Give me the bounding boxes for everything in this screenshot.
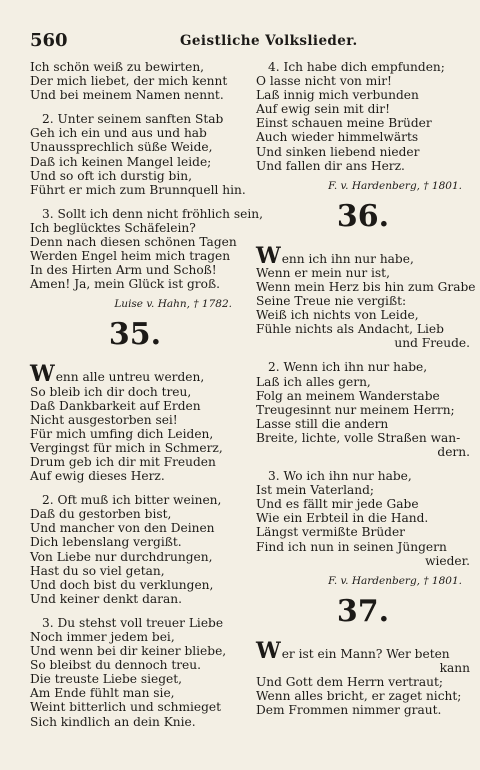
verse-line: Und bei meinem Namen nennt. <box>30 88 224 103</box>
verse-line: Und sinken liebend nieder <box>256 144 420 159</box>
hymn-36-stanza-3 <box>256 469 470 568</box>
continued-stanza <box>30 60 240 102</box>
verse-line: Amen! Ja, mein Glück ist groß. <box>30 277 220 292</box>
verse-line: Fühle nichts als Andacht, Lieb <box>256 322 444 337</box>
author-attribution: F. v. Hardenberg, † 1801. <box>328 574 462 587</box>
verse-line: Wenn mein Herz bis hin zum Grabe <box>256 279 476 294</box>
verse-line: 3. Du stehst voll treuer Liebe <box>42 615 224 630</box>
left-column <box>30 60 263 729</box>
verse-line: So bleib ich dir doch treu, <box>30 384 192 399</box>
verse-line: Ist mein Vaterland; <box>256 483 375 498</box>
verse-line: Und fallen dir ans Herz. <box>256 158 405 173</box>
verse-line: So bleibst du dennoch treu. <box>30 658 201 673</box>
verse-line: Und Gott dem Herrn vertraut; <box>256 674 443 689</box>
verse-line: Für mich umfing dich Leiden, <box>30 426 214 441</box>
verse-line: In des Hirten Arm und Schoß! <box>30 263 217 278</box>
verse-line: Auf ewig sein mit dir! <box>256 102 390 117</box>
verse-line: Folg an meinem Wanderstabe <box>256 388 440 403</box>
verse-line: Und so oft ich durstig bin, <box>30 168 192 183</box>
hymn-number: 36. <box>336 198 390 234</box>
page-number: 560 <box>30 30 68 51</box>
verse-line: Und mancher von den Deinen <box>30 521 215 536</box>
drop-cap: W <box>256 242 281 269</box>
verse-line: Auf ewig dieses Herz. <box>30 469 165 484</box>
hymn-35-stanza-3 <box>30 616 240 729</box>
verse-line: Dich lebenslang vergißt. <box>30 535 182 550</box>
stanza-2 <box>30 112 246 197</box>
verse-line: Find ich nun in seinen Jüngern <box>256 539 447 554</box>
verse-line: Wenn alles bricht, er zaget nicht; <box>256 689 462 703</box>
verse-line: Daß ich keinen Mangel leide; <box>30 154 212 169</box>
verse-line: Drum geb ich dir mit Freuden <box>30 454 216 469</box>
verse-line: Nicht ausgestorben sei! <box>30 412 178 427</box>
verse-line: Hast du so viel getan, <box>30 563 165 578</box>
verse-line: Laß innig mich verbunden <box>256 88 419 103</box>
verse-line: 3. Sollt ich denn nicht fröhlich sein, <box>42 206 263 221</box>
hymn-37-stanza-1 <box>256 637 470 718</box>
verse-line: Unaussprechlich süße Weide, <box>30 140 213 155</box>
verse-line: Auch wieder himmelwärts <box>256 130 419 145</box>
verse-line: Von Liebe nur durchdrungen, <box>30 549 213 564</box>
verse-line: 4. Ich habe dich empfunden; <box>268 60 445 74</box>
verse-line: Ich beglücktes Schäfelein? <box>30 220 196 235</box>
running-title: Geistliche Volkslieder. <box>180 33 358 49</box>
right-column <box>256 60 476 718</box>
verse-line: Vergingst für mich in Schmerz, <box>30 440 223 455</box>
verse-line: Daß du gestorben bist, <box>30 507 172 522</box>
verse-line: Geh ich ein und aus und hab <box>30 126 207 141</box>
drop-cap: W <box>30 361 55 388</box>
verse-line: Treugesinnt nur meinem Herrn; <box>256 402 455 417</box>
drop-cap: W <box>256 637 281 664</box>
verse-line: Die treuste Liebe sieget, <box>30 672 183 687</box>
stanza-3 <box>30 206 263 292</box>
verse-line: Weint bitterlich und schmieget <box>30 700 222 715</box>
verse-line: 2. Wenn ich ihn nur habe, <box>268 360 428 375</box>
verse-line: Daß Dankbarkeit auf Erden <box>30 398 201 413</box>
verse-line: Ich schön weiß zu bewirten, <box>30 60 205 74</box>
verse-line: Und keiner denkt daran. <box>30 591 182 606</box>
verse-line: 2. Unter seinem sanften Stab <box>42 112 224 127</box>
hymn-36-stanza-1 <box>256 242 476 351</box>
verse-line: dern. <box>437 444 470 459</box>
verse-line: Und es fällt mir jede Gabe <box>256 497 419 512</box>
verse-line: Seine Treue nie vergißt: <box>256 294 407 309</box>
hymn-35-stanza-2 <box>30 493 240 606</box>
verse-line: Sich kindlich an dein Knie. <box>30 714 196 729</box>
verse-line: Noch immer jedem bei, <box>30 630 175 644</box>
stanza-4 <box>256 60 470 173</box>
verse-line: Am Ende fühlt man sie, <box>30 686 175 701</box>
verse-line: und Freude. <box>394 336 470 351</box>
verse-line: O lasse nicht von mir! <box>256 74 392 89</box>
verse-line: Werden Engel heim mich tragen <box>30 249 231 264</box>
verse-line: Breite, lichte, volle Straßen wan- <box>256 430 461 445</box>
verse-line: 3. Wo ich ihn nur habe, <box>268 469 412 484</box>
verse-line: Weiß ich nichts von Leide, <box>256 308 419 323</box>
author-attribution: F. v. Hardenberg, † 1801. <box>328 179 462 192</box>
verse-line: Und doch bist du verklungen, <box>30 577 214 592</box>
verse-line: 2. Oft muß ich bitter weinen, <box>42 493 222 508</box>
verse-line: Laß ich alles gern, <box>256 374 371 389</box>
hymn-35-stanza-1 <box>30 361 240 484</box>
verse-line: Längst vermißte Brüder <box>256 525 406 540</box>
author-attribution: Luise v. Hahn, † 1782. <box>114 298 232 311</box>
verse-line: wieder. <box>425 553 470 568</box>
verse-line: Dem Frommen nimmer graut. <box>256 703 442 718</box>
page-header <box>30 30 458 54</box>
verse-line: Wie ein Erbteil in die Hand. <box>256 511 429 526</box>
verse-line: Denn nach diesen schönen Tagen <box>30 235 237 250</box>
verse-line: er ist ein Mann? Wer beten <box>281 646 450 661</box>
hymn-number: 37. <box>336 593 390 629</box>
verse-line: Einst schauen meine Brüder <box>256 116 432 131</box>
verse-line: Wenn er mein nur ist, <box>256 265 390 280</box>
verse-line: enn alle untreu werden, <box>55 370 205 385</box>
hymn-number: 35. <box>108 317 162 353</box>
verse-line: kann <box>439 660 470 675</box>
verse-line: Und wenn bei dir keiner bliebe, <box>30 644 227 659</box>
verse-line: enn ich ihn nur habe, <box>281 251 414 266</box>
hymn-36-stanza-2 <box>256 360 470 459</box>
verse-line: Lasse still die andern <box>256 416 389 431</box>
verse-line: Der mich liebet, der mich kennt <box>30 74 228 89</box>
verse-line: Führt er mich zum Brunnquell hin. <box>30 182 246 197</box>
